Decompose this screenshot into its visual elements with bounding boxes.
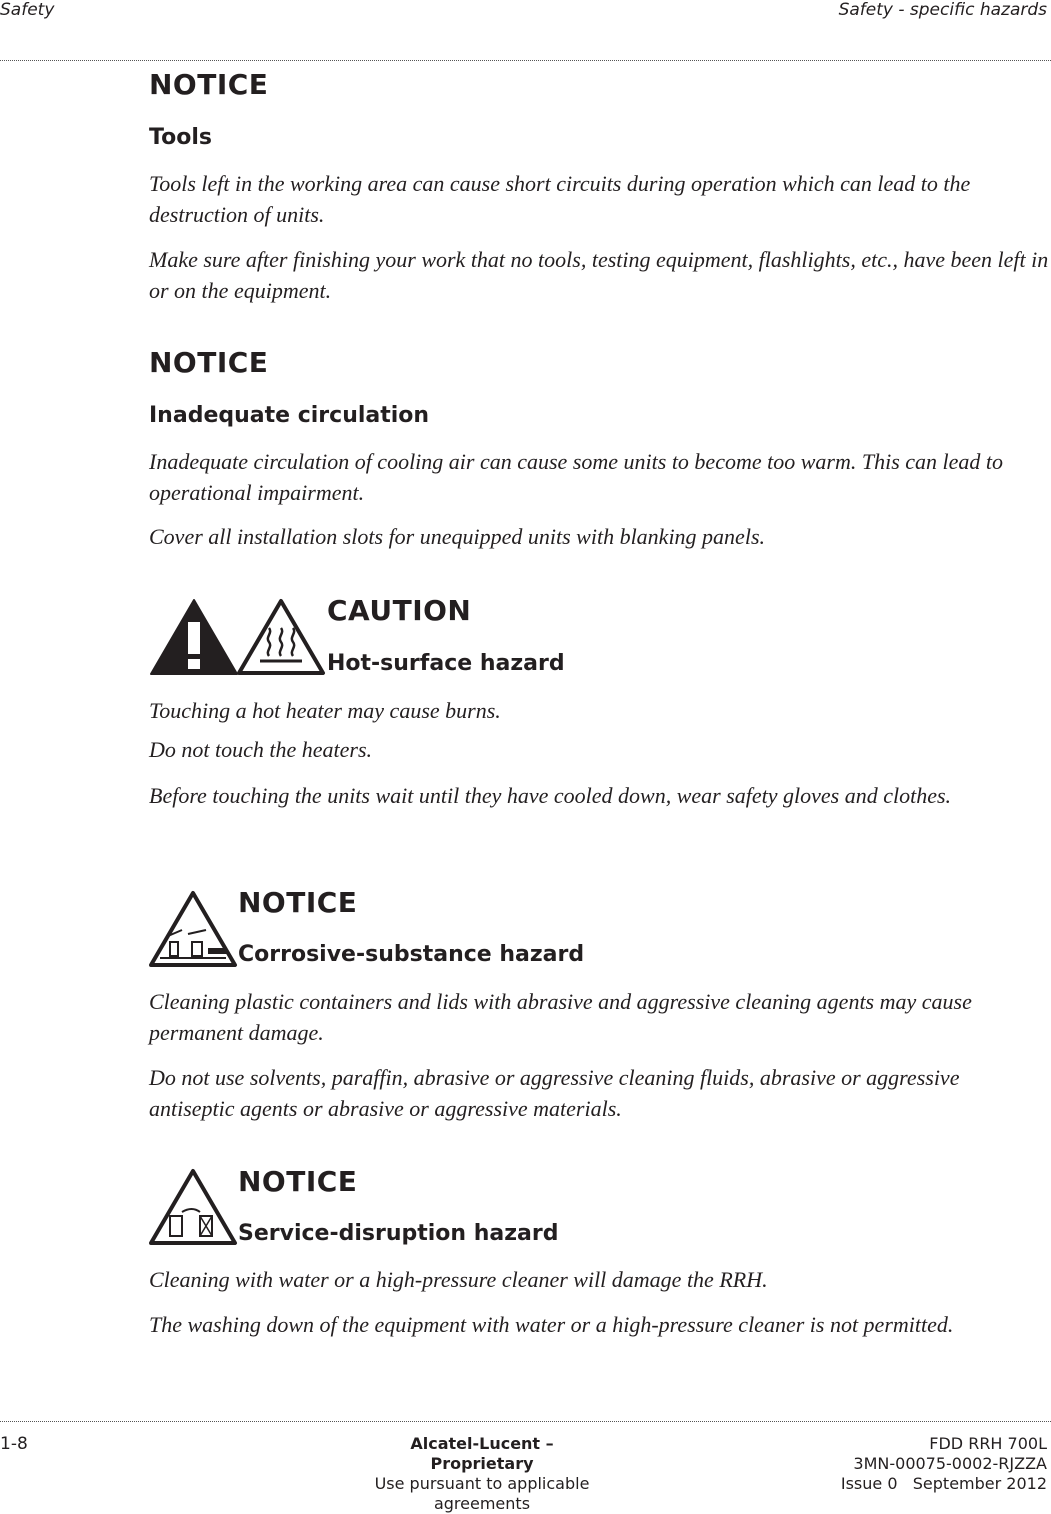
header-section-title: Safety bbox=[0, 0, 55, 20]
footer-proprietary bbox=[367, 1434, 597, 1514]
notice-service-label: NOTICE bbox=[238, 1165, 358, 1198]
footer-divider bbox=[0, 1421, 1051, 1422]
caution-text-2: Do not touch the heaters. bbox=[149, 737, 373, 762]
notice-circulation-text-2: Cover all installation slots for unequipped units with blanking panels. bbox=[149, 524, 765, 549]
notice-circulation-label: NOTICE bbox=[149, 346, 269, 379]
footer-product: FDD RRH 700L bbox=[929, 1434, 1047, 1453]
notice-tools-text-2: Make sure after finishing your work that no tools, testing equipment, flashlights, etc., have been left in or on the equipment. bbox=[149, 247, 1049, 303]
footer-doc-number: 3MN-00075-0002-RJZZA bbox=[853, 1454, 1047, 1473]
notice-service-text-2: The washing down of the equipment with water or a high-pressure cleaner is not permitted. bbox=[149, 1312, 954, 1337]
header-subsection-title: Safety - specific hazards bbox=[838, 0, 1047, 20]
notice-service-title: Service-disruption hazard bbox=[238, 1221, 559, 1246]
exclamation-warning-icon bbox=[149, 598, 239, 676]
notice-corrosive-title: Corrosive-substance hazard bbox=[238, 942, 585, 967]
notice-tools-label: NOTICE bbox=[149, 68, 269, 101]
caution-title: Hot-surface hazard bbox=[327, 651, 565, 676]
footer-issue: Issue 0 September 2012 bbox=[840, 1474, 1047, 1493]
caution-text-3: Before touching the units wait until they have cooled down, wear safety gloves and clothes. bbox=[149, 783, 952, 808]
notice-corrosive-label: NOTICE bbox=[238, 886, 358, 919]
notice-circulation-text-1: Inadequate circulation of cooling air can cause some units to become too warm. This can lead to operational impairment. bbox=[149, 449, 1004, 505]
footer-company: Alcatel-Lucent – Proprietary bbox=[410, 1434, 554, 1473]
caution-text-1: Touching a hot heater may cause burns. bbox=[149, 698, 501, 723]
caution-label: CAUTION bbox=[327, 594, 472, 627]
notice-circulation-title: Inadequate circulation bbox=[149, 403, 430, 428]
corrosive-icon bbox=[148, 890, 238, 968]
footer-document-info bbox=[841, 1434, 1047, 1494]
header-divider bbox=[0, 60, 1051, 61]
notice-tools-title: Tools bbox=[149, 125, 212, 150]
notice-corrosive-text-2: Do not use solvents, paraffin, abrasive or aggressive cleaning fluids, abrasive or aggressive antiseptic agents or abrasive or aggressive materials. bbox=[149, 1065, 960, 1121]
hot-surface-icon bbox=[236, 598, 326, 676]
page-number: 1-8 bbox=[0, 1434, 28, 1454]
footer-usage: Use pursuant to applicable agreements bbox=[374, 1474, 590, 1513]
service-disruption-icon bbox=[148, 1168, 238, 1246]
notice-tools-text-1: Tools left in the working area can cause short circuits during operation which can lead to the destruction of units. bbox=[149, 171, 971, 227]
notice-corrosive-text-1: Cleaning plastic containers and lids with abrasive and aggressive cleaning agents may cause permanent damage. bbox=[149, 989, 972, 1045]
notice-service-text-1: Cleaning with water or a high-pressure cleaner will damage the RRH. bbox=[149, 1267, 768, 1292]
